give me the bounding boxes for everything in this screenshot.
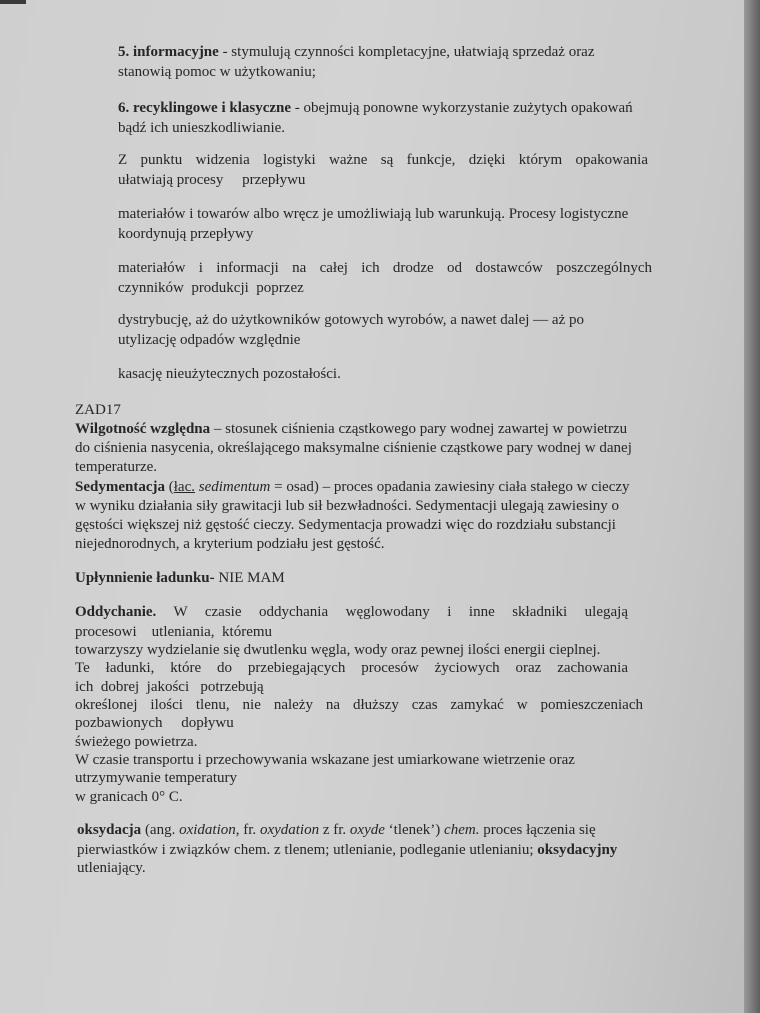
text-run: świeżego powietrza. (75, 734, 198, 750)
italic-text: oxyde (349, 822, 385, 838)
text-line (75, 478, 630, 496)
text-run: niejednorodnych, a kryterium podziału jest gęstość. (75, 536, 385, 552)
text-line (118, 119, 285, 137)
text-run: = osad) – proces opadania zawiesiny ciała stałego w cieczy (270, 479, 630, 495)
bold-term: Wilgotność względna (75, 421, 211, 437)
text-run: koordynują przepływy (118, 226, 254, 242)
text-line (75, 769, 237, 787)
text-run: do ciśnienia nasycenia, określającego maksymalne ciśnienie cząstkowe pary wodnej w danej (75, 440, 632, 456)
text-run: utrzymywanie temperatury (75, 770, 238, 786)
text-line (118, 279, 304, 297)
text-line (118, 225, 253, 243)
text-run: utylizację odpadów względnie (118, 332, 301, 348)
text-line (75, 659, 628, 677)
text-run: (ang. (141, 822, 180, 838)
text-line (75, 641, 600, 659)
text-run: towarzyszy wydzielanie się dwutlenku węgla, wody oraz pewnej ilości energii cieplnej. (75, 642, 601, 658)
text-line (118, 151, 648, 169)
text-line (75, 516, 616, 534)
bold-term: Oddychanie. (75, 604, 157, 620)
bold-term: 5. informacyjne (118, 44, 219, 60)
text-line (75, 788, 183, 806)
text-line (118, 259, 652, 277)
text-line (118, 43, 595, 61)
bold-term: oksydacyjny (537, 842, 618, 858)
text-run: materiałów i towarów albo wręcz je umożliwiają lub warunkują. Procesy logistyczne (118, 206, 629, 222)
text-line (77, 841, 617, 859)
text-run: ich dobrej jakości potrzebują (75, 679, 264, 695)
text-run: W czasie oddychania węglowodany i inne składniki ulegają (156, 604, 628, 620)
page-edge-shadow (744, 0, 760, 1013)
text-line (75, 714, 234, 732)
text-line (77, 821, 596, 839)
text-line (118, 63, 316, 81)
text-run: określonej ilości tlenu, nie należy na dłuższy czas zamykać w pomieszczeniach (75, 697, 643, 713)
text-line (75, 678, 264, 696)
text-run: z fr. (319, 822, 350, 838)
text-run: w wyniku działania siły grawitacji lub sił bezwładności. Sedymentacji ulegają zawiesiny o (75, 498, 620, 514)
bold-term: Sedymentacja (75, 479, 165, 495)
text-line (118, 171, 305, 189)
text-run: temperaturze. (75, 459, 158, 475)
text-run: - stymulują czynności kompletacyjne, ułatwiają sprzedaż oraz (218, 44, 595, 60)
bold-term: oksydacja (77, 822, 142, 838)
text-line (118, 99, 633, 117)
text-line (118, 365, 341, 383)
text-line (118, 311, 584, 329)
bold-term: 6. recyklingowe i klasyczne (118, 100, 292, 116)
text-line (75, 623, 272, 641)
text-run: w granicach 0° C. (75, 789, 183, 805)
text-line (75, 420, 627, 438)
text-line (75, 497, 619, 515)
italic-text: sedimentum (198, 479, 271, 495)
text-run: - obejmują ponowne wykorzystanie zużytych opakowań (291, 100, 633, 116)
text-line (118, 205, 628, 223)
text-run: , fr. (235, 822, 260, 838)
text-line (75, 696, 643, 714)
text-run: pierwiastków i związków chem. z tlenem; utlenianie, podleganie utlenianiu; (77, 842, 538, 858)
text-line (75, 401, 121, 419)
text-run: pozbawionych dopływu (75, 715, 234, 731)
text-line (118, 331, 300, 349)
text-line (75, 751, 575, 769)
text-run: materiałów i informacji na całej ich drodze od dostawców poszczególnych (118, 260, 652, 276)
text-run: dystrybucję, aż do użytkowników gotowych wyrobów, a nawet dalej — aż po (118, 312, 584, 328)
text-run: ZAD17 (75, 402, 121, 418)
page-corner-shadow (0, 0, 26, 4)
text-run: bądź ich unieszkodliwianie. (118, 120, 286, 136)
italic-text: oxidation (179, 822, 236, 838)
text-line (75, 603, 628, 621)
text-run: stanowią pomoc w użytkowaniu; (118, 64, 316, 80)
text-run: – stosunek ciśnienia cząstkowego pary wodnej zawartej w powietrzu (210, 421, 628, 437)
text-run: ( (165, 479, 174, 495)
italic-text: oxydation (259, 822, 320, 838)
text-line (75, 458, 157, 476)
text-line (77, 859, 146, 877)
text-run: gęstości większej niż gęstość cieczy. Sedymentacja prowadzi więc do rozdziału substancji (75, 517, 616, 533)
text-run: Te ładunki, które do przebiegających procesów życiowych oraz zachowania (75, 660, 628, 676)
text-run: ‘tlenek’) (384, 822, 445, 838)
text-run: W czasie transportu i przechowywania wskazane jest umiarkowane wietrzenie oraz (75, 752, 575, 768)
text-run: łac. (173, 479, 195, 495)
text-run: ułatwiają procesy przepływu (118, 172, 306, 188)
text-run: NIE MAM (214, 570, 285, 586)
text-run: proces łączenia się (479, 822, 596, 838)
text-line (75, 569, 285, 587)
text-line (75, 535, 385, 553)
text-run: utleniający. (77, 860, 146, 876)
text-run: procesowi utleniania, któremu (75, 624, 273, 640)
text-run: Z punktu widzenia logistyki ważne są funkcje, dzięki którym opakowania (118, 152, 648, 168)
text-run: kasację nieużytecznych pozostałości. (118, 366, 341, 382)
text-run: czynników produkcji poprzez (118, 280, 304, 296)
italic-text: chem. (444, 822, 480, 838)
text-line (75, 439, 632, 457)
bold-term: Upłynnienie ładunku- (75, 570, 215, 586)
text-line (75, 733, 197, 751)
